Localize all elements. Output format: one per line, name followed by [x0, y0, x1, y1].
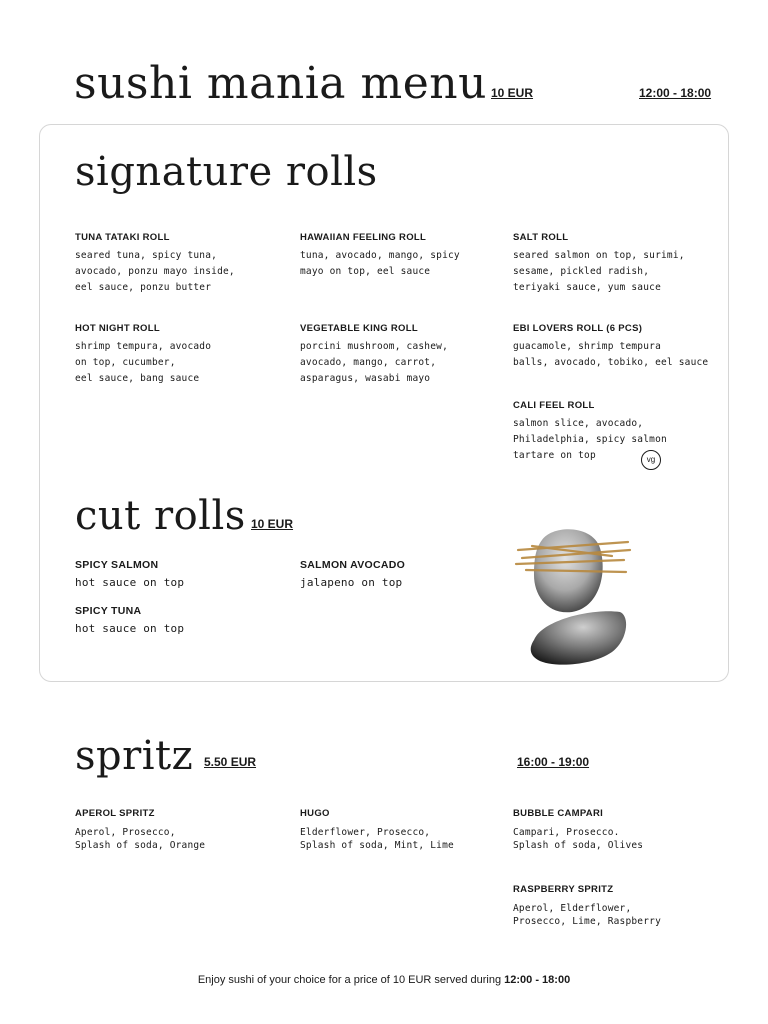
- footer-hours: 12:00 - 18:00: [504, 974, 571, 986]
- drink-name: BUBBLE CAMPARI: [513, 808, 604, 819]
- menu-item: [300, 232, 470, 280]
- item-description: seared salmon on top, surimi, sesame, pickled radish, teriyaki sauce, yum sauce: [513, 250, 685, 293]
- cut-rolls-title: cut rolls: [75, 493, 246, 539]
- item-description: shrimp tempura, avocado on top, cucumber, eel sauce, bang sauce: [75, 341, 212, 384]
- menu-hours: 12:00 - 18:00: [639, 86, 712, 100]
- item-description: guacamole, shrimp tempura balls, avocado, tobiko, eel sauce: [513, 341, 709, 368]
- menu-item: [513, 232, 703, 296]
- menu-item: [513, 400, 703, 464]
- menu-item: [300, 558, 500, 591]
- drink-description: Aperol, Elderflower, Prosecco, Lime, Raspberry: [513, 903, 661, 927]
- drink-item: [300, 808, 500, 852]
- drink-description: Elderflower, Prosecco, Splash of soda, Mint, Lime: [300, 827, 454, 851]
- spritz-hours: 16:00 - 19:00: [517, 755, 590, 769]
- item-description: seared tuna, spicy tuna, avocado, ponzu mayo inside, eel sauce, ponzu butter: [75, 250, 235, 293]
- drink-name: APEROL SPRITZ: [75, 808, 155, 819]
- menu-item: [75, 558, 275, 591]
- drink-name: HUGO: [300, 808, 330, 819]
- cut-rolls-price: 10 EUR: [251, 517, 294, 531]
- drink-item: [75, 808, 275, 852]
- drink-description: Campari, Prosecco. Splash of soda, Olives: [513, 827, 644, 851]
- footer-note: [0, 974, 768, 986]
- stones-illustration: [512, 520, 642, 670]
- item-name: EBI LOVERS ROLL (6 PCS): [513, 323, 643, 334]
- footer-text: Enjoy sushi of your choice for a price of 10 EUR served during: [197, 974, 502, 986]
- spritz-price: 5.50 EUR: [204, 755, 257, 769]
- item-description: hot sauce on top: [75, 622, 185, 635]
- item-name: VEGETABLE KING ROLL: [300, 323, 418, 334]
- vegetarian-badge-icon: vg: [641, 450, 661, 470]
- spritz-title: spritz: [75, 733, 194, 779]
- item-name: CALI FEEL ROLL: [513, 400, 595, 411]
- item-description: porcini mushroom, cashew, avocado, mango, carrot, asparagus, wasabi mayo: [300, 341, 448, 384]
- drink-name: RASPBERRY SPRITZ: [513, 884, 614, 895]
- item-name: SPICY SALMON: [75, 559, 159, 571]
- menu-item: [300, 323, 490, 387]
- item-name: SALMON AVOCADO: [300, 559, 406, 571]
- item-description: hot sauce on top: [75, 576, 185, 589]
- menu-price: 10 EUR: [491, 86, 534, 100]
- signature-rolls-title: signature rolls: [75, 149, 378, 195]
- drink-item: [513, 884, 713, 928]
- item-name: HOT NIGHT ROLL: [75, 323, 160, 334]
- item-description: salmon slice, avocado, Philadelphia, spicy salmon tartare on top: [513, 418, 667, 461]
- menu-item: [75, 232, 265, 296]
- item-name: HAWAIIAN FEELING ROLL: [300, 232, 427, 243]
- drink-description: Aperol, Prosecco, Splash of soda, Orange: [75, 827, 206, 851]
- item-name: SPICY TUNA: [75, 605, 142, 617]
- menu-item: [75, 323, 265, 387]
- item-name: TUNA TATAKI ROLL: [75, 232, 170, 243]
- menu-title: sushi mania menu: [74, 58, 487, 109]
- item-description: tuna, avocado, mango, spicy mayo on top, eel sauce: [300, 250, 460, 277]
- menu-item: [75, 604, 275, 637]
- item-name: SALT ROLL: [513, 232, 569, 243]
- drink-item: [513, 808, 713, 852]
- menu-item: [513, 323, 713, 371]
- item-description: jalapeno on top: [300, 576, 403, 589]
